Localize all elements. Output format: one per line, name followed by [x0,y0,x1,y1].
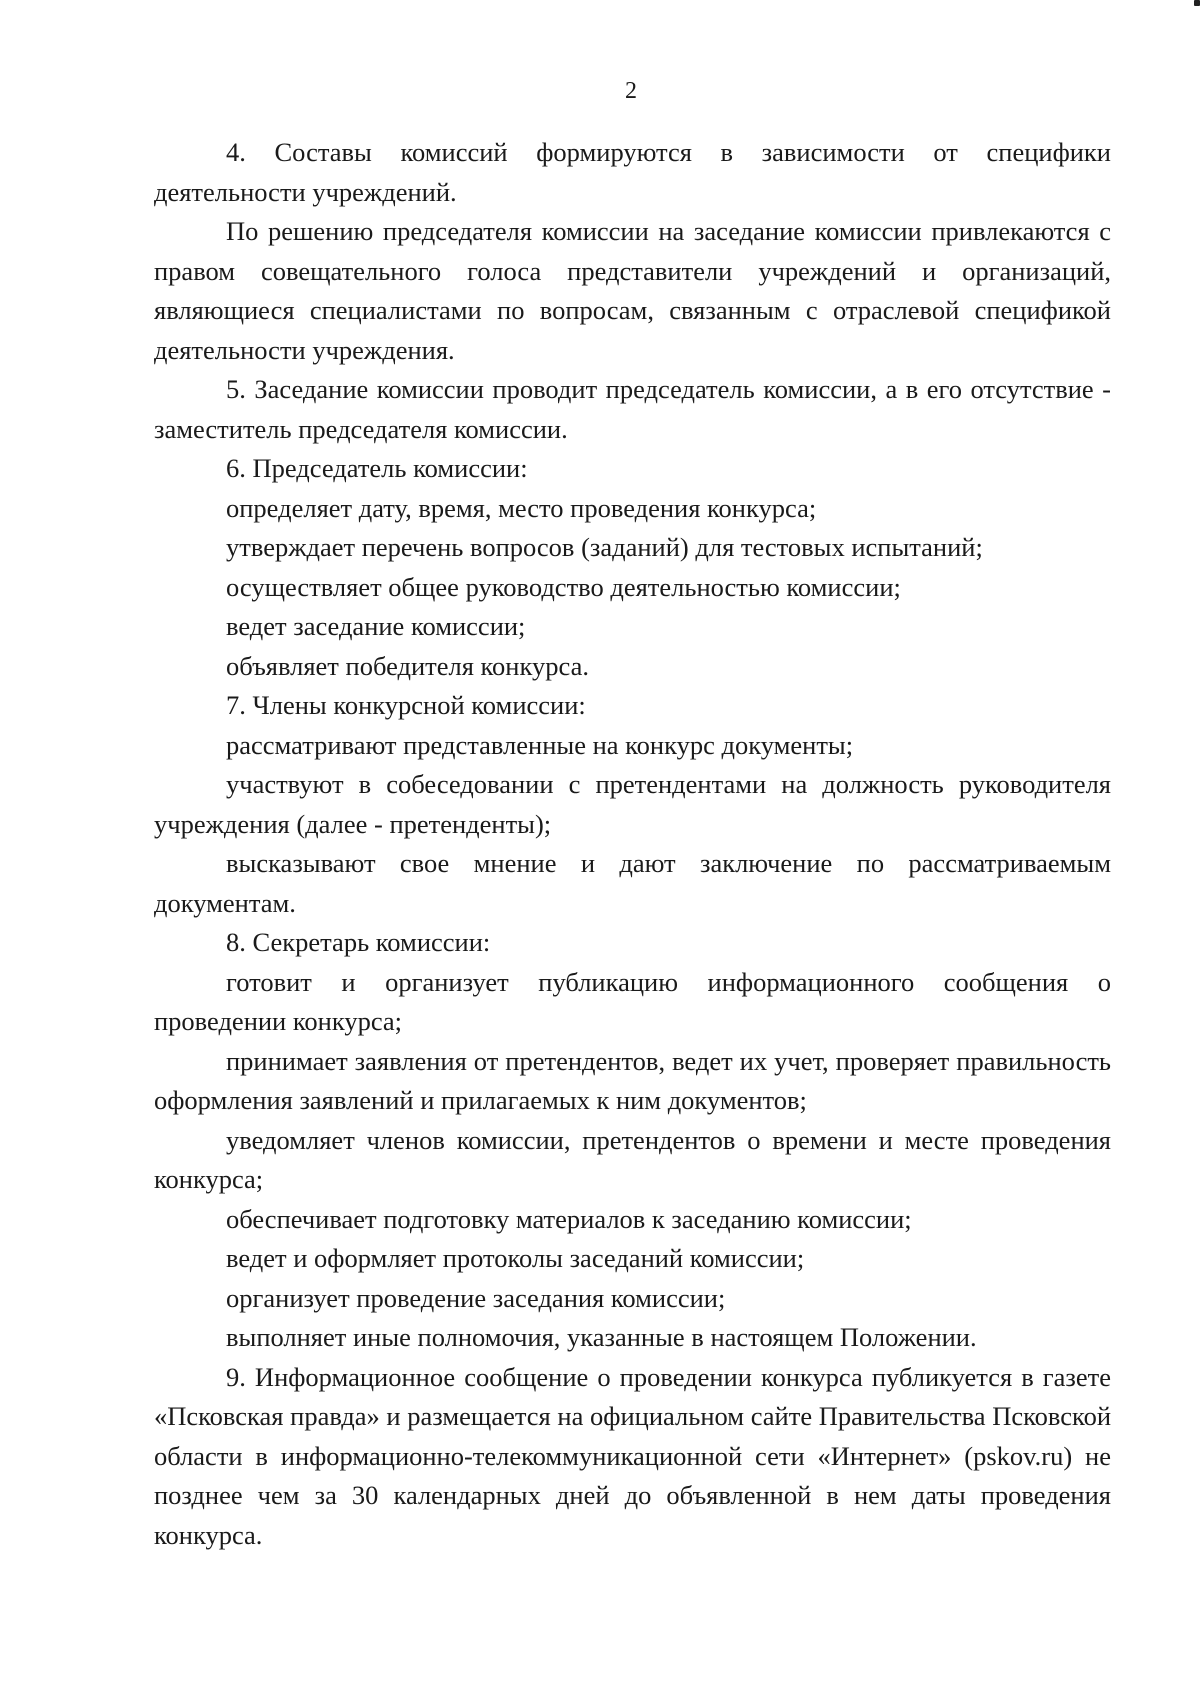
paragraph: 8. Секретарь комиссии: [226,927,491,957]
paragraph: 7. Члены конкурсной комиссии: [226,690,586,720]
paragraph: принимает заявления от претендентов, ведет их учет, проверяет правильность оформления заявлений и прилагаемых к ним документов; [154,1045,1111,1115]
paragraph: По решению председателя комиссии на заседание комиссии привлекаются с правом совещательного голоса представители учреждений и организаций, являющиеся специалистами по вопросам, связанным с отраслевой спецификой деятельности учреждения. [154,216,1111,365]
paragraph: уведомляет членов комиссии, претендентов о времени и месте проведения конкурса; [154,1124,1111,1194]
paragraph: участвуют в собеседовании с претендентами на должность руководителя учреждения (далее - претенденты); [154,769,1111,839]
paragraph: ведет и оформляет протоколы заседаний комиссии; [226,1243,805,1273]
paragraph: рассматривают представленные на конкурс документы; [226,729,854,760]
paragraph: ведет заседание комиссии; [226,611,526,641]
paragraph: утверждает перечень вопросов (заданий) для тестовых испытаний; [226,532,983,562]
page-number: 2 [625,78,637,104]
paragraph: определяет дату, время, место проведения конкурса; [226,492,817,523]
paragraph: 5. Заседание комиссии проводит председатель комиссии, а в его отсутствие - заместитель председателя комиссии. [154,374,1111,444]
document-body [154,133,1111,1555]
paragraph: 9. Информационное сообщение о проведении конкурса публикуется в газете «Псковская правда» и размещается на официальном сайте Правительства Псковской области в информационно-телекоммуникационной сети «Интернет» (pskov.ru) не позднее чем за 30 календарных дней до объявленной в нем даты проведения конкурса. [154,1361,1111,1550]
paragraph: выполняет иные полномочия, указанные в настоящем Положении. [226,1322,977,1352]
paragraph: организует проведение заседания комиссии; [226,1282,726,1313]
paragraph: готовит и организует публикацию информационного сообщения о проведении конкурса; [154,966,1111,1036]
scan-mark [1194,0,1200,6]
paragraph: 4. Составы комиссий формируются в зависимости от специфики деятельности учреждений. [154,137,1111,207]
paragraph: 6. Председатель комиссии: [226,453,528,483]
paragraph: осуществляет общее руководство деятельностью комиссии; [226,571,901,602]
paragraph: высказывают свое мнение и дают заключение по рассматриваемым документам. [154,848,1111,918]
paragraph: объявляет победителя конкурса. [226,650,589,681]
paragraph: обеспечивает подготовку материалов к заседанию комиссии; [226,1203,912,1234]
